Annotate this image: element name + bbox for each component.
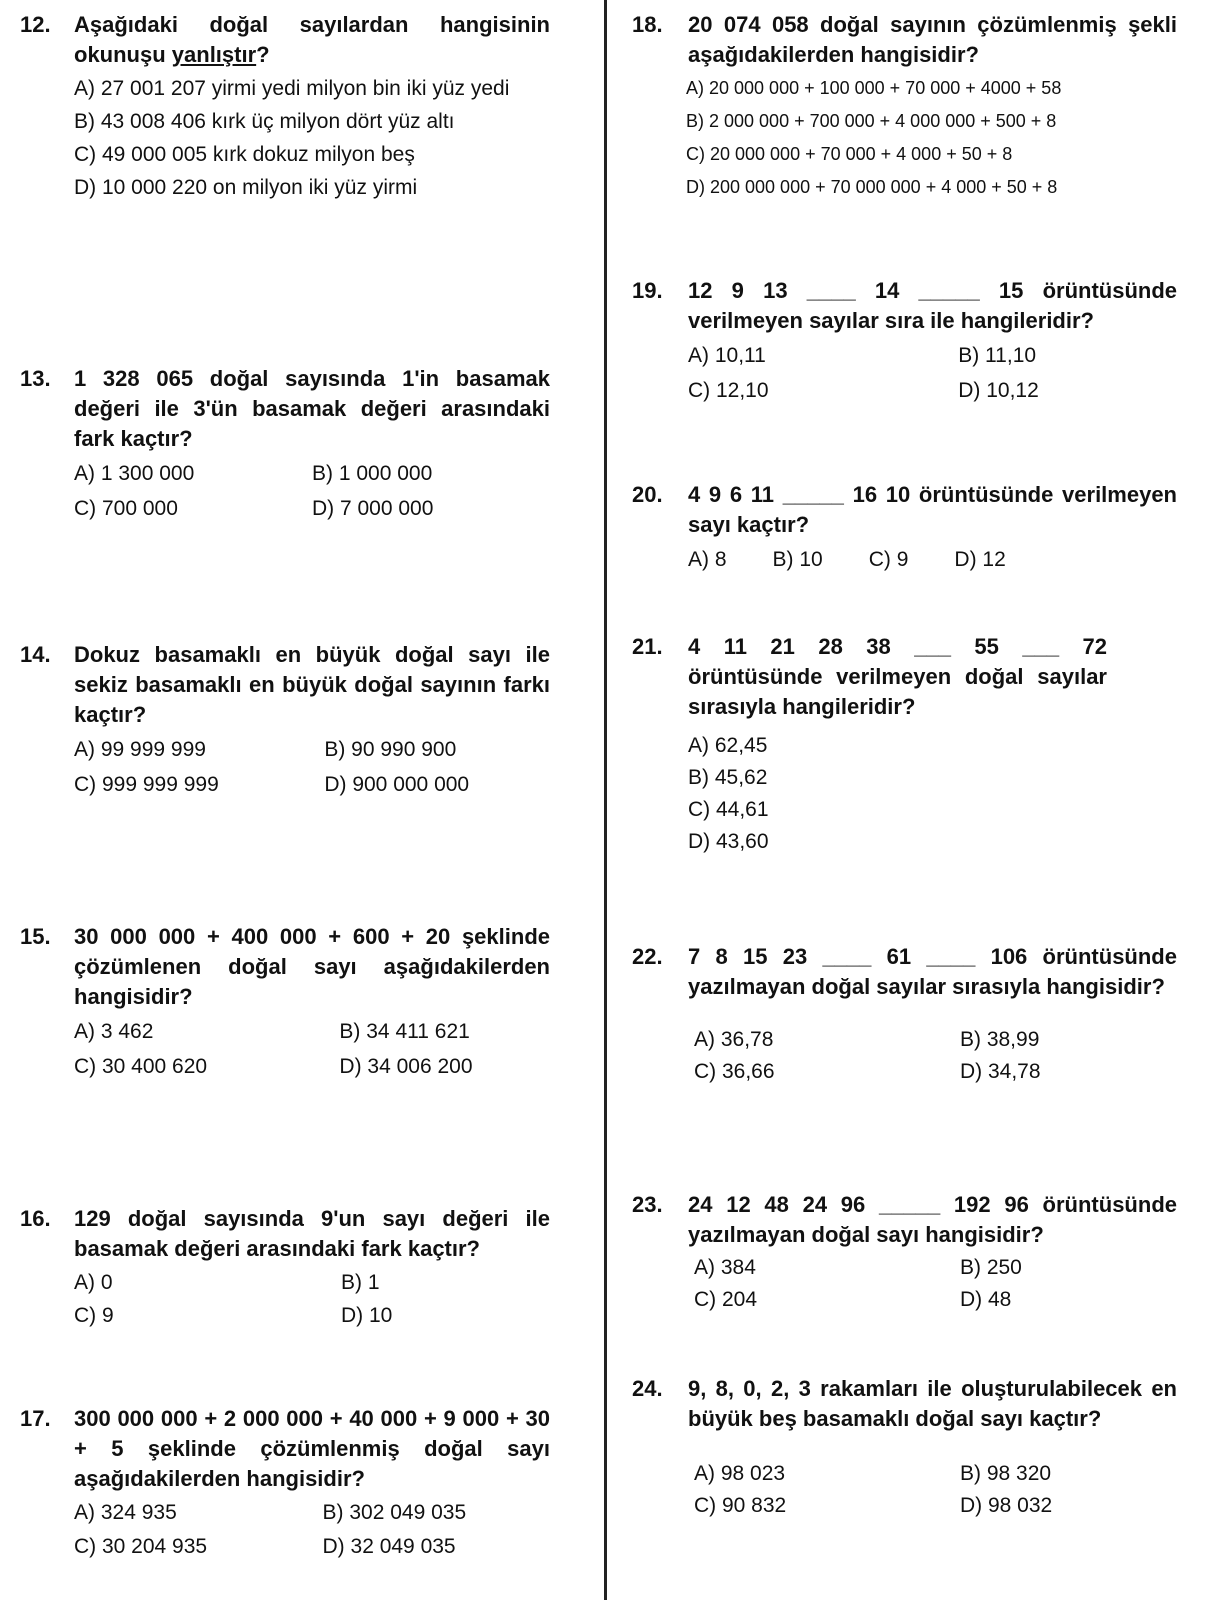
option-a[interactable]: A) 324 935 [74, 1501, 177, 1524]
question-text: 300 000 000 + 2 000 000 + 40 000 + 9 000 + 30 + 5 şeklinde çözümlenmiş doğal sayı aşağıdakilerden hangisidir? [74, 1406, 550, 1491]
option-c[interactable]: C) 30 400 620 [74, 1055, 208, 1078]
question-number: 24. [632, 1376, 663, 1401]
question-number: 22. [632, 944, 663, 969]
option-a[interactable]: A) 36,78 [694, 1028, 774, 1051]
option-a[interactable]: A) 99 999 999 [74, 738, 206, 761]
option-d[interactable]: D) 48 [959, 1288, 1012, 1311]
option-a[interactable]: A) 62,45 [688, 734, 768, 757]
question-20 [632, 480, 1177, 577]
option-d[interactable]: D) 32 049 035 [322, 1535, 456, 1558]
question-number: 14. [20, 642, 51, 667]
option-b[interactable]: B) 2 000 000 + 700 000 + 4 000 000 + 500 + 8 [686, 111, 1057, 131]
option-b[interactable]: B) 38,99 [959, 1028, 1040, 1051]
option-c[interactable]: C) 12,10 [688, 379, 769, 402]
option-a[interactable]: A) 0 [74, 1271, 113, 1294]
option-b[interactable]: B) 45,62 [688, 766, 768, 789]
option-d[interactable]: D) 10 [340, 1304, 393, 1327]
question-21 [632, 632, 1177, 858]
question-text: 20 074 058 doğal sayının çözümlenmiş şekli aşağıdakilerden hangisidir? [688, 12, 1177, 67]
option-a[interactable]: A) 384 [694, 1256, 756, 1279]
option-d[interactable]: D) 12 [954, 548, 1006, 571]
question-19 [632, 276, 1177, 408]
question-number: 19. [632, 278, 663, 303]
question-number: 12. [20, 12, 51, 37]
question-text: 1 328 065 doğal sayısında 1'in basamak değeri ile 3'ün basamak değeri arasındaki fark kaçtır? [74, 366, 550, 451]
option-b[interactable]: B) 98 320 [959, 1462, 1052, 1485]
option-a[interactable]: A) 3 462 [74, 1020, 154, 1043]
question-number: 20. [632, 482, 663, 507]
question-18 [632, 10, 1177, 204]
option-c[interactable]: C) 204 [694, 1288, 758, 1311]
option-c[interactable]: C) 9 [74, 1304, 114, 1327]
question-24 [632, 1374, 1177, 1522]
option-a[interactable]: A) 27 001 207 yirmi yedi milyon bin iki yüz yedi [74, 77, 510, 100]
column-divider [604, 0, 607, 1600]
option-b[interactable]: B) 43 008 406 kırk üç milyon dört yüz altı [74, 110, 455, 133]
option-c[interactable]: C) 20 000 000 + 70 000 + 4 000 + 50 + 8 [686, 144, 1013, 164]
question-number: 23. [632, 1192, 663, 1217]
question-text: 12 9 13 ____ 14 _____ 15 örüntüsünde verilmeyen sayılar sıra ile hangileridir? [688, 278, 1177, 333]
option-b[interactable]: B) 90 990 900 [324, 738, 457, 761]
left-column [0, 0, 602, 1600]
option-d[interactable]: D) 10,12 [958, 379, 1039, 402]
question-number: 18. [632, 12, 663, 37]
option-d[interactable]: D) 10 000 220 on milyon iki yüz yirmi [74, 176, 418, 199]
question-22 [632, 942, 1177, 1088]
option-b[interactable]: B) 1 [340, 1271, 380, 1294]
question-text: Aşağıdaki doğal sayılardan hangisinin okunuşu yanlıştır? [74, 12, 550, 67]
question-13 [20, 364, 550, 526]
option-b[interactable]: B) 1 000 000 [312, 462, 433, 485]
question-text: 30 000 000 + 400 000 + 600 + 20 şeklinde çözümlenen doğal sayı aşağıdakilerden hangisidir? [74, 924, 550, 1009]
question-text: 9, 8, 0, 2, 3 rakamları ile oluşturulabilecek en büyük beş basamaklı doğal sayı kaçtır? [688, 1376, 1177, 1431]
option-a[interactable]: A) 98 023 [694, 1462, 786, 1485]
question-14 [20, 640, 550, 802]
question-16 [20, 1204, 550, 1332]
option-c[interactable]: C) 44,61 [688, 798, 769, 821]
option-d[interactable]: D) 900 000 000 [324, 773, 470, 796]
option-c[interactable]: C) 36,66 [694, 1060, 775, 1083]
question-text: 129 doğal sayısında 9'un sayı değeri ile basamak değeri arasındaki fark kaçtır? [74, 1206, 550, 1261]
question-text: 4 11 21 28 38 ___ 55 ___ 72 örüntüsünde verilmeyen doğal sayılar sırasıyla hangileridir? [688, 634, 1107, 719]
option-a[interactable]: A) 8 [688, 548, 727, 571]
question-number: 21. [632, 634, 663, 659]
option-c[interactable]: C) 700 000 [74, 497, 178, 520]
option-c[interactable]: C) 9 [868, 548, 909, 571]
option-c[interactable]: C) 49 000 005 kırk dokuz milyon beş [74, 143, 415, 166]
question-number: 17. [20, 1406, 51, 1431]
question-number: 16. [20, 1206, 51, 1231]
question-text: Dokuz basamaklı en büyük doğal sayı ile sekiz basamaklı en büyük doğal sayının farkı kaçtır? [74, 642, 550, 727]
question-12 [20, 10, 550, 204]
option-d[interactable]: D) 43,60 [688, 830, 769, 853]
option-a[interactable]: A) 20 000 000 + 100 000 + 70 000 + 4000 + 58 [686, 78, 1062, 98]
question-23 [632, 1190, 1177, 1316]
option-b[interactable]: B) 11,10 [958, 344, 1037, 367]
option-c[interactable]: C) 999 999 999 [74, 773, 219, 796]
option-b[interactable]: B) 302 049 035 [322, 1501, 467, 1524]
option-b[interactable]: B) 34 411 621 [339, 1020, 470, 1043]
option-b[interactable]: B) 250 [959, 1256, 1022, 1279]
underlined-word: yanlıştır [171, 42, 257, 67]
question-text: 7 8 15 23 ____ 61 ____ 106 örüntüsünde yazılmayan doğal sayılar sırasıyla hangisidir? [688, 944, 1177, 999]
option-d[interactable]: D) 7 000 000 [312, 497, 434, 520]
option-b[interactable]: B) 10 [772, 548, 823, 571]
right-column [612, 0, 1230, 1600]
question-number: 13. [20, 366, 51, 391]
option-c[interactable]: C) 90 832 [694, 1494, 787, 1517]
option-d[interactable]: D) 200 000 000 + 70 000 000 + 4 000 + 50 + 8 [686, 177, 1058, 197]
option-c[interactable]: C) 30 204 935 [74, 1535, 208, 1558]
question-text: 4 9 6 11 _____ 16 10 örüntüsünde verilmeyen sayı kaçtır? [688, 482, 1177, 537]
question-text: 24 12 48 24 96 _____ 192 96 örüntüsünde yazılmayan doğal sayı hangisidir? [688, 1192, 1177, 1247]
option-d[interactable]: D) 34,78 [959, 1060, 1041, 1083]
question-15 [20, 922, 550, 1084]
option-d[interactable]: D) 98 032 [959, 1494, 1053, 1517]
option-a[interactable]: A) 1 300 000 [74, 462, 195, 485]
option-a[interactable]: A) 10,11 [688, 344, 766, 367]
question-number: 15. [20, 924, 51, 949]
question-17 [20, 1404, 550, 1564]
option-d[interactable]: D) 34 006 200 [339, 1055, 473, 1078]
